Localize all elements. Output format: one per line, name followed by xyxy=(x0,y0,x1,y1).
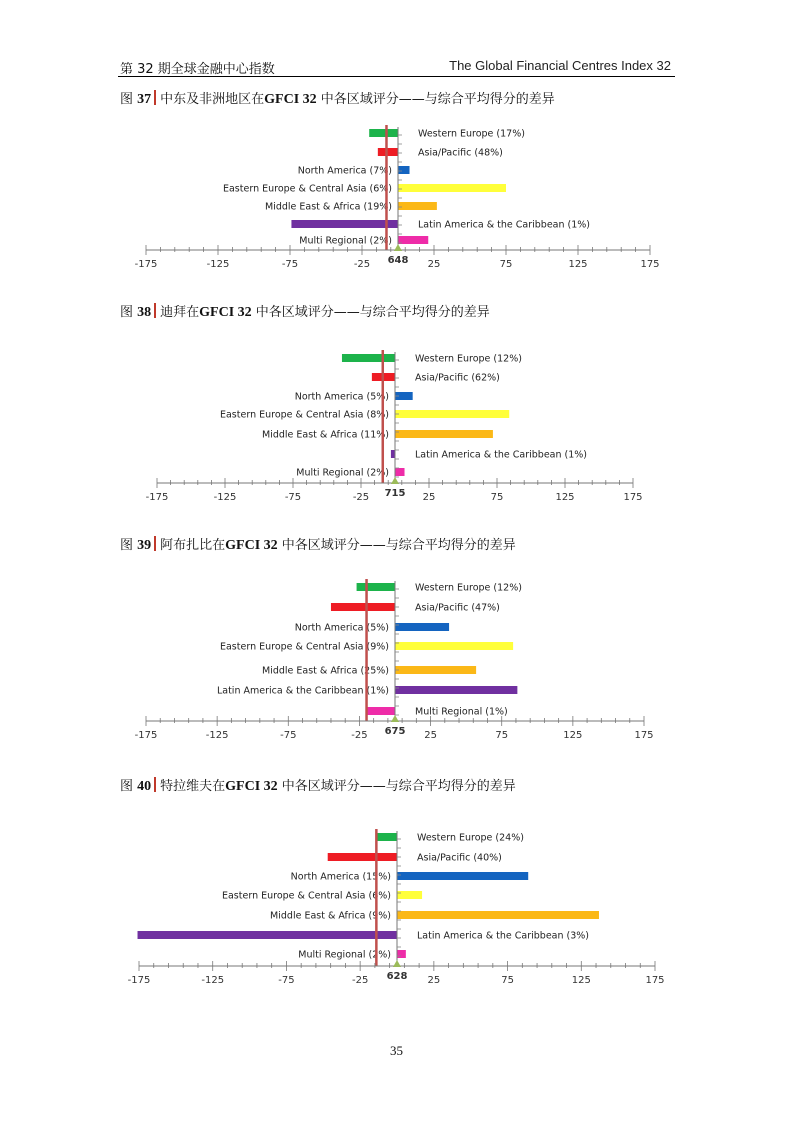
bar-asia-pacific xyxy=(328,853,397,861)
bar-eastern-europe-central-asia xyxy=(395,642,513,650)
bar-label: Multi Regional (1%) xyxy=(415,706,508,718)
x-tick-label: -125 xyxy=(213,492,237,503)
bar-western-europe xyxy=(376,833,397,841)
x-tick-label: 75 xyxy=(490,492,504,503)
center-score-label: 675 xyxy=(384,726,406,737)
bar-middle-east-africa xyxy=(395,430,493,438)
bar-eastern-europe-central-asia xyxy=(398,184,506,192)
bar-middle-east-africa xyxy=(397,911,599,919)
x-tick-label: 125 xyxy=(555,492,575,503)
bar-western-europe xyxy=(369,129,398,137)
x-tick-label: 75 xyxy=(495,730,509,741)
bar-multi-regional xyxy=(367,707,395,715)
x-tick-label: -25 xyxy=(351,730,368,741)
x-tick-label: -175 xyxy=(127,975,151,986)
bar-latin-america-the-caribbean xyxy=(138,931,397,939)
x-tick-label: -175 xyxy=(134,730,158,741)
x-tick-label: 125 xyxy=(568,259,588,270)
bar-western-europe xyxy=(357,583,395,591)
bar-label: North America (15%) xyxy=(290,871,391,883)
figure-39-chart xyxy=(0,572,793,752)
x-tick-label: -125 xyxy=(205,730,229,741)
x-tick-label: 125 xyxy=(571,975,591,986)
page-number: 35 xyxy=(390,1043,403,1058)
bar-north-america xyxy=(395,623,449,631)
x-tick-label: -75 xyxy=(281,259,299,270)
x-tick-label: -75 xyxy=(278,975,295,986)
bar-multi-regional xyxy=(395,468,405,476)
bar-label: Asia/Pacific (40%) xyxy=(417,852,502,864)
bar-label: Latin America & the Caribbean (1%) xyxy=(418,219,591,231)
bar-north-america xyxy=(398,166,410,174)
bar-eastern-europe-central-asia xyxy=(397,891,422,899)
bar-label: Latin America & the Caribbean (3%) xyxy=(417,930,590,942)
x-tick-label: -125 xyxy=(206,259,230,270)
bar-label: Middle East & Africa (25%) xyxy=(262,665,389,677)
bar-middle-east-africa xyxy=(398,202,437,210)
bar-multi-regional xyxy=(398,236,428,244)
bar-label: Asia/Pacific (47%) xyxy=(415,602,500,614)
figure-39-title: 图 39 阿布扎比在GFCI 32 中各区域评分——与综合平均得分的差异 xyxy=(120,538,516,553)
header-rule xyxy=(118,76,675,77)
bar-label: Latin America & the Caribbean (1%) xyxy=(216,685,389,697)
average-marker xyxy=(391,477,399,484)
bar-label: Eastern Europe & Central Asia (8%) xyxy=(219,409,389,421)
figure-38-title: 图 38 迪拜在GFCI 32 中各区域评分——与综合平均得分的差异 xyxy=(120,305,490,320)
bar-western-europe xyxy=(342,354,395,362)
average-marker xyxy=(394,244,402,251)
header-left: 第 32 期全球金融中心指数 xyxy=(120,62,275,77)
figure-37-title: 图 37 中东及非洲地区在GFCI 32 中各区域评分——与综合平均得分的差异 xyxy=(120,92,555,107)
x-tick-label: 75 xyxy=(499,259,513,270)
bar-label: North America (5%) xyxy=(294,391,389,403)
x-tick-label: -125 xyxy=(201,975,225,986)
bar-label: Eastern Europe & Central Asia (6%) xyxy=(221,890,391,902)
x-tick-label: 175 xyxy=(640,259,660,270)
bar-latin-america-the-caribbean xyxy=(391,450,395,458)
bar-label: Multi Regional (2%) xyxy=(298,949,391,961)
bar-label: Eastern Europe & Central Asia (6%) xyxy=(222,183,392,195)
x-tick-label: 175 xyxy=(634,730,654,741)
bar-label: Multi Regional (2%) xyxy=(296,467,389,479)
x-tick-label: 25 xyxy=(427,259,441,270)
bar-multi-regional xyxy=(397,950,406,958)
x-tick-label: -75 xyxy=(284,492,302,503)
bar-label: Western Europe (12%) xyxy=(415,353,522,365)
average-marker xyxy=(391,715,399,722)
bar-asia-pacific xyxy=(331,603,395,611)
bar-label: Middle East & Africa (19%) xyxy=(265,201,392,213)
bar-asia-pacific xyxy=(378,148,398,156)
x-tick-label: 175 xyxy=(623,492,643,503)
bar-label: Multi Regional (2%) xyxy=(299,235,392,247)
bar-label: North America (7%) xyxy=(297,165,392,177)
bar-label: Western Europe (17%) xyxy=(418,128,525,140)
x-tick-label: -75 xyxy=(280,730,297,741)
figure-38-chart xyxy=(0,342,793,512)
bar-eastern-europe-central-asia xyxy=(395,410,509,418)
bar-label: Western Europe (12%) xyxy=(415,582,522,594)
x-tick-label: -175 xyxy=(134,259,158,270)
x-tick-label: 125 xyxy=(563,730,583,741)
bar-label: Middle East & Africa (9%) xyxy=(270,910,391,922)
center-score-label: 648 xyxy=(387,255,409,266)
bar-middle-east-africa xyxy=(395,666,476,674)
bar-label: Asia/Pacific (48%) xyxy=(418,147,503,159)
x-tick-label: 75 xyxy=(501,975,514,986)
x-tick-label: -25 xyxy=(353,259,371,270)
x-tick-label: -175 xyxy=(145,492,169,503)
figure-37-chart xyxy=(0,118,793,278)
x-tick-label: 175 xyxy=(645,975,665,986)
center-score-label: 715 xyxy=(384,488,406,499)
bar-label: Middle East & Africa (11%) xyxy=(262,429,389,441)
bar-label: Western Europe (24%) xyxy=(417,832,524,844)
bar-latin-america-the-caribbean xyxy=(291,220,398,228)
average-marker xyxy=(393,960,401,967)
x-tick-label: 25 xyxy=(424,730,437,741)
figure-40-chart xyxy=(0,822,793,997)
x-tick-label: -25 xyxy=(351,975,369,986)
x-tick-label: 25 xyxy=(427,975,441,986)
center-score-label: 628 xyxy=(386,971,408,982)
bar-latin-america-the-caribbean xyxy=(395,686,517,694)
x-tick-label: 25 xyxy=(422,492,436,503)
x-tick-label: -25 xyxy=(352,492,370,503)
bar-label: Asia/Pacific (62%) xyxy=(415,372,500,384)
figure-40-title: 图 40 特拉维夫在GFCI 32 中各区域评分——与综合平均得分的差异 xyxy=(120,779,516,794)
bar-north-america xyxy=(397,872,528,880)
bar-label: Eastern Europe & Central Asia (9%) xyxy=(219,641,389,653)
bar-label: North America (5%) xyxy=(294,622,389,634)
header-right: The Global Financial Centres Index 32 xyxy=(449,58,671,73)
bar-label: Latin America & the Caribbean (1%) xyxy=(415,449,588,461)
